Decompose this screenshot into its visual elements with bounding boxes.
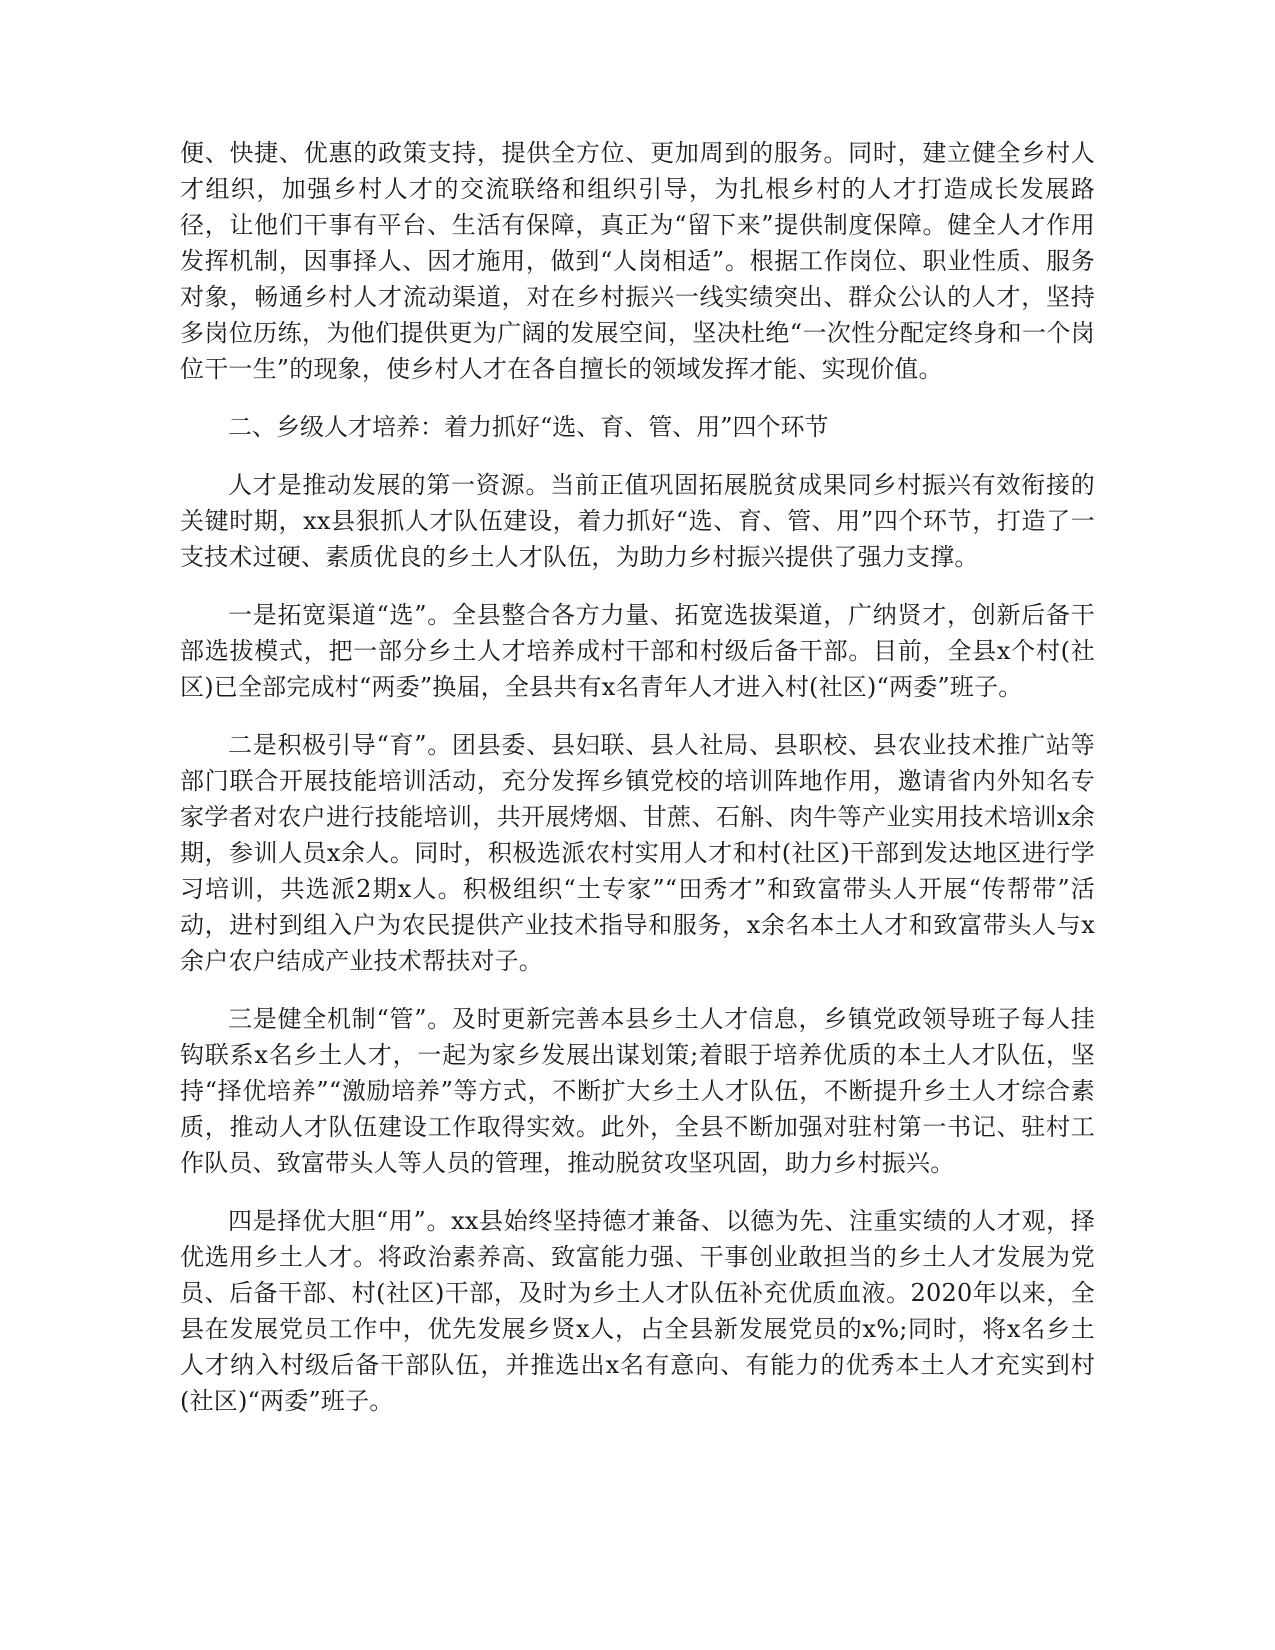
section-heading: 二、乡级人才培养：着力抓好“选、育、管、用”四个环节 xyxy=(228,413,829,441)
paragraph-use: 四是择优大胆“用”。xx县始终坚持德才兼备、以德为先、注重实绩的人才观，择优选用乡土人才。将政治素养高、致富能力强、干事创业敢担当的乡土人才发展为党员、后备干部、村(社区)干部，及时为乡土人才队伍补充优质血液。2020年以来，全县在发展党员工作中，优先发展乡贤x人，占全县新发展党员的x%;同时，将x名乡土人才纳入村级后备干部队伍，并推选出x名有意向、有能力的优秀本土人才充实到村(社区)“两委”班子。 xyxy=(180,1207,1095,1415)
paragraph-select: 一是拓宽渠道“选”。全县整合各方力量、拓宽选拔渠道，广纳贤才，创新后备干部选拔模式，把一部分乡土人才培养成村干部和村级后备干部。目前，全县x个村(社区)已全部完成村“两委”换届，全县共有x名青年人才进入村(社区)“两委”班子。 xyxy=(180,601,1095,701)
paragraph-intro: 人才是推动发展的第一资源。当前正值巩固拓展脱贫成果同乡村振兴有效衔接的关键时期，xx县狠抓人才队伍建设，着力抓好“选、育、管、用”四个环节，打造了一支技术过硬、素质优良的乡土人才队伍，为助力乡村振兴提供了强力支撑。 xyxy=(180,471,1095,571)
paragraph-cultivate: 二是积极引导“育”。团县委、县妇联、县人社局、县职校、县农业技术推广站等部门联合开展技能培训活动，充分发挥乡镇党校的培训阵地作用，邀请省内外知名专家学者对农户进行技能培训，共开展烤烟、甘蔗、石斛、肉牛等产业实用技术培训x余期，参训人员x余人。同时，积极选派农村实用人才和村(社区)干部到发达地区进行学习培训，共选派2期x人。积极组织“土专家”“田秀才”和致富带头人开展“传帮带”活动，进村到组入户为农民提供产业技术指导和服务，x余名本土人才和致富带头人与x余户农户结成产业技术帮扶对子。 xyxy=(180,731,1095,975)
paragraph-continuation: 便、快捷、优惠的政策支持，提供全方位、更加周到的服务。同时，建立健全乡村人才组织，加强乡村人才的交流联络和组织引导，为扎根乡村的人才打造成长发展路径，让他们干事有平台、生活有保障，真正为“留下来”提供制度保障。健全人才作用发挥机制，因事择人、因才施用，做到“人岗相适”。根据工作岗位、职业性质、服务对象，畅通乡村人才流动渠道，对在乡村振兴一线实绩突出、群众公认的人才，坚持多岗位历练，为他们提供更为广阔的发展空间，坚决杜绝“一次性分配定终身和一个岗位干一生”的现象，使乡村人才在各自擅长的领域发挥才能、实现价值。 xyxy=(180,139,1095,383)
document-page xyxy=(180,135,1095,1441)
paragraph-manage: 三是健全机制“管”。及时更新完善本县乡土人才信息，乡镇党政领导班子每人挂钩联系x名乡土人才，一起为家乡发展出谋划策;着眼于培养优质的本土人才队伍，坚持“择优培养”“激励培养”等方式，不断扩大乡土人才队伍，不断提升乡土人才综合素质，推动人才队伍建设工作取得实效。此外，全县不断加强对驻村第一书记、驻村工作队员、致富带头人等人员的管理，推动脱贫攻坚巩固，助力乡村振兴。 xyxy=(180,1005,1095,1177)
